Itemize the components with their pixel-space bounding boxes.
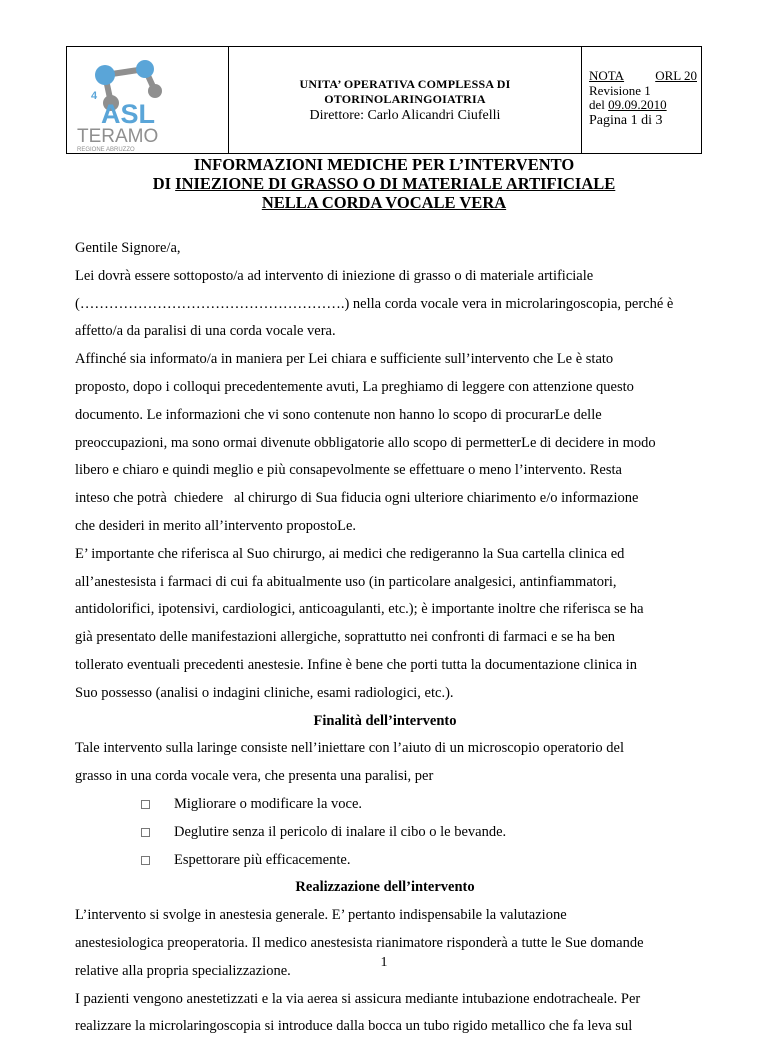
paragraph-line: grasso in una corda vocale vera, che presenta una paralisi, per [75, 768, 434, 785]
paragraph-line: Suo possesso (analisi o indagini cliniche, esami radiologici, etc.). [75, 684, 454, 701]
paragraph-line: Affinché sia informato/a in maniera per Lei chiara e sufficiente sull’intervento che Le è stato [75, 351, 614, 368]
paragraph-line: che desideri in merito all’intervento propostoLe. [75, 517, 357, 534]
page-number: 1 [380, 955, 388, 970]
logo-number: 4 [91, 90, 98, 102]
date-value: 09.09.2010 [608, 97, 667, 112]
section-heading-realizzazione: Realizzazione dell’intervento [295, 879, 475, 896]
page-indicator: Pagina 1 di 3 [589, 112, 663, 128]
paragraph-line: (……………………………………………….) nella corda vocale vera in microlaringoscopia, perché è [75, 295, 674, 312]
logo-brand: ASL [101, 99, 155, 129]
title-line-1: INFORMAZIONI MEDICHE PER L’INTERVENTO [193, 155, 575, 174]
revision-line: Revisione 1 [589, 82, 651, 98]
note-row [589, 69, 697, 84]
paragraph-line: Tale intervento sulla laringe consiste nell’iniettare con l’aiuto di un microscopio operatorio del [75, 740, 625, 757]
department-line-1: UNITA’ OPERATIVA COMPLESSA DI [299, 76, 511, 91]
paragraph-line: antidolorifici, ipotensivi, cardiologici, anticoagulanti, etc.); è importante inoltre che riferisca se ha [75, 601, 644, 618]
paragraph-line: realizzare la microlaringoscopia si introduce dalla bocca un tubo rigido metallico che fa leva sul [75, 1018, 633, 1035]
paragraph-line: affetto/a da paralisi di una corda vocale vera. [75, 323, 336, 340]
logo-region: REGIONE ABRUZZO [77, 147, 135, 153]
paragraph-line: E’ importante che riferisca al Suo chirurgo, ai medici che redigeranno la Sua cartella clinica ed [75, 545, 625, 562]
logo-cell [67, 47, 229, 153]
bullet-item [75, 847, 695, 875]
paragraph-line: anestesiologica preoperatoria. Il medico anestesista rianimatore risponderà a tutte le Sue domande [75, 934, 644, 951]
department-cell [229, 47, 582, 153]
paragraph-line: all’anestesista i farmaci di cui fa abitualmente uso (in particolare analgesici, antinfiammatori, [75, 573, 617, 590]
note-label: NOTA [589, 68, 625, 83]
document-body [75, 235, 695, 1041]
title-line-3 [0, 193, 768, 212]
bullet-item [75, 791, 695, 819]
title-line-2-prefix: DI [152, 174, 176, 193]
bullet-box-icon [141, 828, 150, 837]
title-line-2 [0, 174, 768, 193]
paragraph-line: libero e chiaro e quindi meglio e più consapevolmente se effettuare o meno l’intervento. Resta [75, 462, 622, 479]
section-heading-finalita: Finalità dell’intervento [313, 712, 457, 729]
paragraph-line: già presentato delle manifestazioni allergiche, soprattutto nei confronti di farmaci e se ha ben [75, 629, 616, 646]
note-code: ORL 20 [655, 68, 697, 83]
paragraph-line: Lei dovrà essere sottoposto/a ad intervento di iniezione di grasso o di materiale artificiale [75, 267, 594, 284]
bullet-text: Espettorare più efficacemente. [174, 851, 351, 868]
paragraph-line: I pazienti vengono anestetizzati e la via aerea si assicura mediante intubazione endotracheale. Per [75, 990, 641, 1007]
bullet-box-icon [141, 856, 150, 865]
bullet-text: Deglutire senza il pericolo di inalare il cibo o le bevande. [174, 823, 507, 840]
greeting: Gentile Signore/a, [75, 240, 181, 256]
paragraph-line: relative alla propria specializzazione. [75, 962, 291, 979]
paragraph-line: preoccupazioni, ma sono ormai divenute obbligatorie allo scopo di permetterLe di decidere in modo [75, 434, 656, 451]
date-prefix: del [589, 97, 609, 112]
document-header-table [66, 46, 702, 154]
logo-city: TERAMO [77, 126, 159, 147]
bullet-item [75, 819, 695, 847]
date-line [589, 98, 701, 113]
title-line-2-text: INIEZIONE DI GRASSO O DI MATERIALE ARTIFICIALE [175, 174, 616, 193]
paragraph-line: tollerato eventuali precedenti anestesie. Infine è bene che porti tutta la documentazione clinica in [75, 656, 638, 673]
director-line: Direttore: Carlo Alicandri Ciufelli [309, 107, 501, 123]
paragraph-line: L’intervento si svolge in anestesia generale. E’ pertanto indispensabile la valutazione [75, 907, 567, 924]
bullet-box-icon [141, 800, 150, 809]
bullet-text: Migliorare o modificare la voce. [174, 795, 363, 812]
paragraph-line: proposto, dopo i colloqui precedentemente avuti, La preghiamo di leggere con attenzione questo [75, 378, 634, 395]
title-line-3-text: NELLA CORDA VOCALE VERA [261, 193, 507, 212]
note-cell [582, 47, 701, 153]
paragraph-line: documento. Le informazioni che vi sono contenute non hanno lo scopo di procurarLe delle [75, 406, 602, 423]
department-line-2: OTORINOLARINGOIATRIA [324, 91, 486, 106]
paragraph-line: inteso che potrà chiedere al chirurgo di Sua fiducia ogni ulteriore chiarimento e/o informazione [75, 490, 639, 507]
asl-teramo-logo [67, 47, 227, 153]
